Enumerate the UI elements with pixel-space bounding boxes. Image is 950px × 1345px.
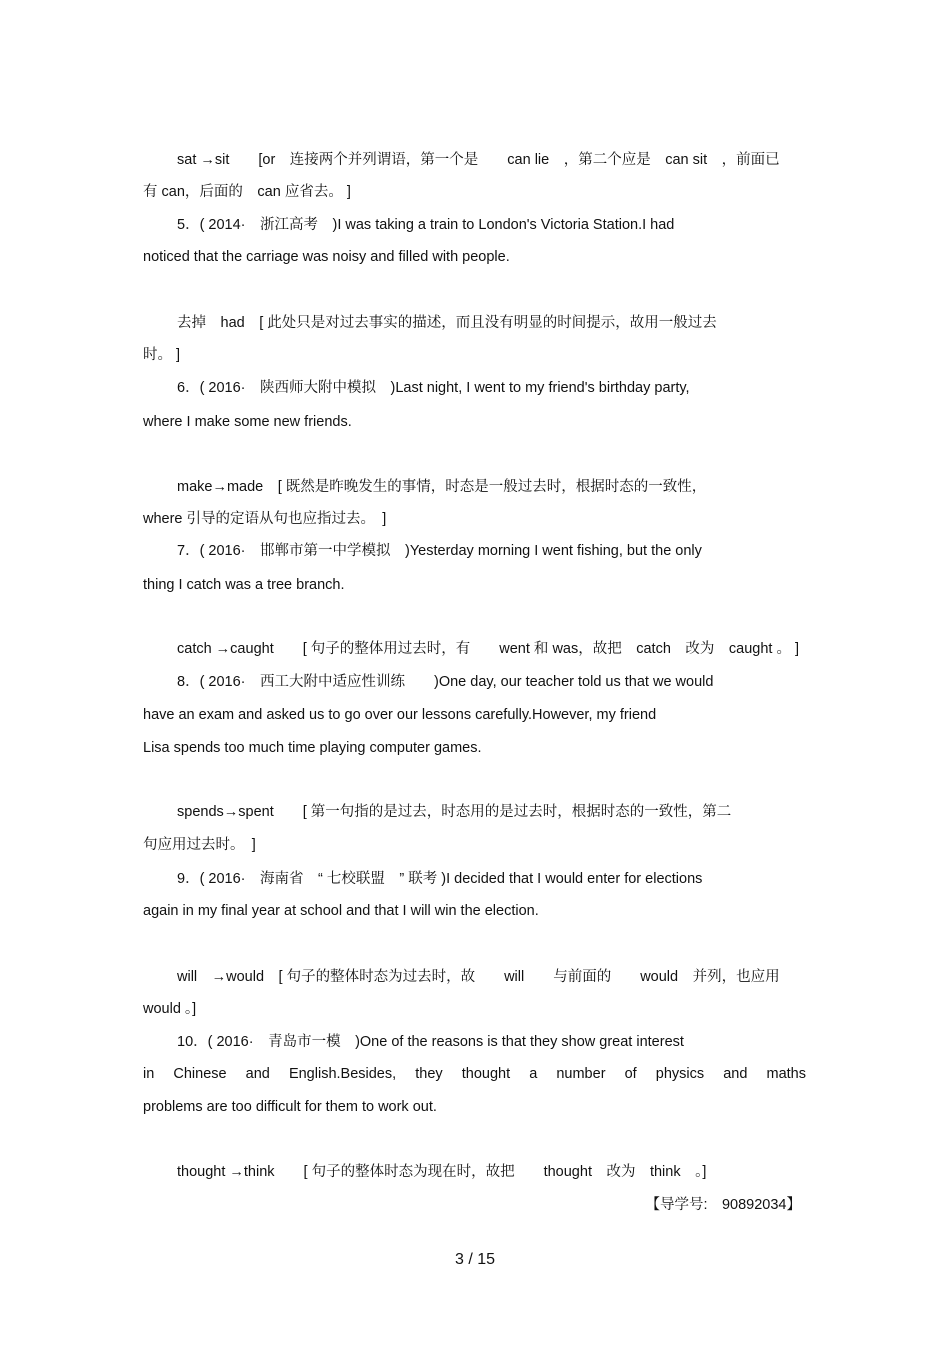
question-6-line: where I make some new friends. <box>143 414 352 430</box>
question-7-line: thing I catch was a tree branch. <box>143 577 345 593</box>
answer-line: would 。] <box>143 1001 197 1017</box>
question-7-line: 7．( 2016· 邯郸市第一中学模拟 )Yesterday morning I went fishing, but the only <box>177 543 702 559</box>
guide-number: 【导学号: 90892034】 <box>645 1197 801 1213</box>
answer-line: thought →think [ 句子的整体时态为现在时，故把 thought 改为 think 。] <box>177 1164 707 1180</box>
answer-line: 有 can，后面的 can 应省去。 ] <box>143 184 351 200</box>
answer-line: 去掉 had [ 此处只是对过去事实的描述，而且没有明显的时间提示，故用一般过去 <box>177 315 717 331</box>
page-number: 3 / 15 <box>454 1251 496 1268</box>
question-9-line: again in my final year at school and that I will win the election. <box>143 903 539 919</box>
answer-line: 时。 ] <box>143 347 181 363</box>
question-10-line: problems are too difficult for them to work out. <box>143 1099 437 1115</box>
answer-line: spends→spent [ 第一句指的是过去，时态用的是过去时，根据时态的一致性，第二 <box>177 804 732 820</box>
answer-line: catch →caught [ 句子的整体用过去时，有 went 和 was，故把 catch 改为 caught 。 ] <box>177 641 800 657</box>
question-8-line: 8．( 2016· 西工大附中适应性训练 )One day, our teacher told us that we would <box>177 674 714 690</box>
answer-line: will →would [ 句子的整体时态为过去时，故 will 与前面的 would 并列，也应用 <box>177 969 780 985</box>
answer-line: sat →sit [or 连接两个并列谓语，第一个是 can lie ，第二个应是 can sit ，前面已 <box>177 152 780 168</box>
question-5-line: 5．( 2014· 浙江高考 )I was taking a train to London's Victoria Station.I had <box>177 217 675 233</box>
answer-line: where 引导的定语从句也应指过去。 ] <box>143 511 387 527</box>
answer-line: 句应用过去时。 ] <box>143 837 256 853</box>
question-8-line: have an exam and asked us to go over our lessons carefully.However, my friend <box>143 707 657 723</box>
question-5-line: noticed that the carriage was noisy and filled with people. <box>143 249 510 265</box>
question-6-line: 6．( 2016· 陕西师大附中模拟 )Last night, I went to my friend's birthday party, <box>177 380 690 396</box>
question-9-line: 9．( 2016· 海南省 “ 七校联盟 ” 联考 )I decided that I would enter for elections <box>177 871 703 887</box>
question-10-line: in Chinese and English.Besides, they thought a number of physics and maths <box>143 1066 806 1082</box>
question-10-line: 10．( 2016· 青岛市一模 )One of the reasons is that they show great interest <box>177 1034 684 1050</box>
question-8-line: Lisa spends too much time playing computer games. <box>143 740 482 756</box>
answer-line: make→made [ 既然是昨晚发生的事情，时态是一般过去时，根据时态的一致性， <box>177 479 707 495</box>
